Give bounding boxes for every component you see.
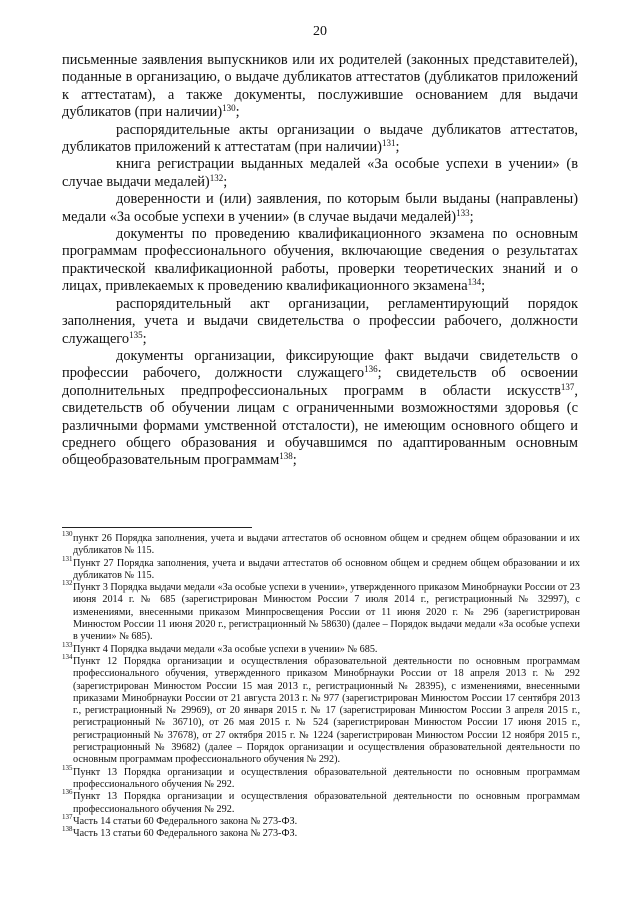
footnote-text: Пункт 4 Порядка выдачи медали «За особые успехи в учении» № 685. <box>73 643 378 655</box>
footnote-ref: 138 <box>279 451 293 462</box>
footnote <box>62 530 580 558</box>
footnote-text: Часть 14 статьи 60 Федерального закона № 273-ФЗ. <box>73 815 298 827</box>
footnote-ref: 137 <box>560 381 575 392</box>
footnote <box>62 788 580 816</box>
paragraph-tail: ; <box>235 104 240 121</box>
paragraph-text: документы организации, фиксирующие факт выдачи свидетельств о профессии рабочего, должности служащего <box>62 347 578 382</box>
paragraph <box>62 348 578 470</box>
footnote-text: пункт 26 Порядка заполнения, учета и выдачи аттестатов об основном общем и среднем общем образовании и их дубликатов № 115. <box>73 533 580 557</box>
paragraph <box>62 156 578 191</box>
paragraph <box>62 296 578 348</box>
footnote-number: 131 <box>62 554 73 563</box>
footnotes <box>62 530 580 840</box>
body-text <box>62 52 578 470</box>
paragraph <box>62 122 578 157</box>
paragraph-list <box>62 52 578 348</box>
footnote-text: Пункт 12 Порядка организации и осуществления образовательной деятельности по основным программам профессионального обучения, утвержденного приказом Минобрнауки России от 18 апреля 2013 г. № 292 (зарегистрирован Минюстом России 15 мая 2013 г., регистрационный № 28395), с изменениями, внесенными приказами Минобрнауки России от 21 августа 2013 г. № 977 (зарегистрирован Минюстом России 17 сентября 2013 г., регистрационный № 29969), от 20 января 2015 г. № 17 (зарегистрирован Минюстом России 3 апреля 2015 г., регистрационный № 36710), от 26 мая 2015 г. № 524 (зарегистрирован Минюстом России 17 июня 2015 г., регистрационный № 37678), от 27 октября 2015 г. № 1224 (зарегистрирован Минюстом России 12 ноября 2015 г., регистрационный № 39682) (далее – Порядок организации и осуществления образовательной деятельности по основным программам профессионального обучения № 292). <box>73 655 580 766</box>
paragraph-text: распорядительные акты организации о выдаче дубликатов аттестатов, дубликатов приложений к аттестатам (при наличии) <box>62 121 578 156</box>
paragraph-text: ; свидетельств об освоении дополнительных предпрофессиональных программ в области искусств <box>62 365 578 399</box>
paragraph-text: распорядительный акт организации, регламентирующий порядок заполнения, учета и выдачи свидетельства о профессии рабочего, должности служащего <box>62 295 578 347</box>
paragraph-tail: ; <box>481 278 486 295</box>
footnote-ref: 134 <box>467 277 482 288</box>
footnote-number: 137 <box>62 812 73 821</box>
paragraph-text: письменные заявления выпускников или их родителей (законных представителей), поданные в организацию, о выдаче дубликатов аттестатов (дубликатов приложений к аттестатам), а также документы, послужившие основанием для выдачи дубликатов (при наличии) <box>62 52 578 121</box>
paragraph-tail: ; <box>292 452 297 469</box>
footnote-number: 134 <box>62 652 73 661</box>
page-number: 20 <box>313 24 327 39</box>
footnote <box>62 652 580 767</box>
footnote-ref: 136 <box>364 364 378 375</box>
footnote-separator <box>62 527 252 528</box>
paragraph <box>62 191 578 226</box>
paragraph-tail: ; <box>142 330 147 347</box>
footnote <box>62 812 580 828</box>
footnote-number: 136 <box>62 788 73 797</box>
footnote <box>62 554 580 583</box>
footnote <box>62 763 580 792</box>
footnote-ref: 132 <box>209 172 224 183</box>
footnote-text: Пункт 13 Порядка организации и осуществления образовательной деятельности по основным программам профессионального обучения № 292. <box>73 766 580 790</box>
footnote-number: 130 <box>62 530 73 538</box>
paragraph <box>62 226 578 296</box>
footnote-number: 133 <box>62 640 73 649</box>
footnote <box>62 579 580 643</box>
paragraph-text: документы по проведению квалификационного экзамена по основным программам профессионального обучения, включающие сведения о результатах практической квалификационной работы, проверки теоретических знаний и о лицах, привлекаемых к проведению квалификационного экзамена <box>62 226 578 295</box>
footnote-text: Часть 13 статьи 60 Федерального закона № 273-ФЗ. <box>73 828 298 840</box>
footnote-ref: 130 <box>222 103 236 114</box>
footnote-number: 135 <box>62 763 73 772</box>
footnote-number: 132 <box>62 579 73 588</box>
paragraph-tail: ; <box>395 139 400 156</box>
paragraph-tail: ; <box>223 173 228 190</box>
paragraph-text: , свидетельств об обучении лицам с ограниченными возможностями здоровья (с различными формами умственной отсталости), не имеющим основного общего и среднего общего образования и обучавшимся по адаптированным основным общеобразовательным программам <box>62 382 578 469</box>
footnote-text: Пункт 3 Порядка выдачи медали «За особые успехи в учении», утвержденного приказом Минобрнауки России от 23 июня 2014 г. № 685 (зарегистрирован Минюстом России 7 июля 2014 г., регистрационный № 32997), с изменениями, внесенными приказом Минпросвещения России от 11 июня 2020 г. № 296 (зарегистрирован Минюстом России 11 июня 2020 г., регистрационный № 58630) (далее – Порядок выдачи медали «За особые успехи в учении» № 685). <box>73 582 580 643</box>
footnote <box>62 825 580 840</box>
paragraph-text: доверенности и (или) заявления, по которым были выданы (направлены) медали «За особые успехи в учении» (в случае выдачи медалей) <box>62 191 578 225</box>
footnote <box>62 640 580 656</box>
footnote-text: Пункт 13 Порядка организации и осуществления образовательной деятельности по основным программам профессионального обучения № 292. <box>73 791 580 815</box>
footnote-ref: 133 <box>456 207 470 218</box>
footnote-number: 138 <box>62 825 73 834</box>
paragraph <box>62 52 578 122</box>
footnote-ref: 131 <box>381 138 396 149</box>
paragraph-text: книга регистрации выданных медалей «За особые успехи в учении» (в случае выдачи медалей) <box>62 156 578 190</box>
footnote-text: Пункт 27 Порядка заполнения, учета и выдачи аттестатов об основном общем и среднем общем образовании и их дубликатов № 115. <box>73 557 580 581</box>
footnote-ref: 135 <box>129 329 143 340</box>
paragraph-tail: ; <box>469 208 474 225</box>
